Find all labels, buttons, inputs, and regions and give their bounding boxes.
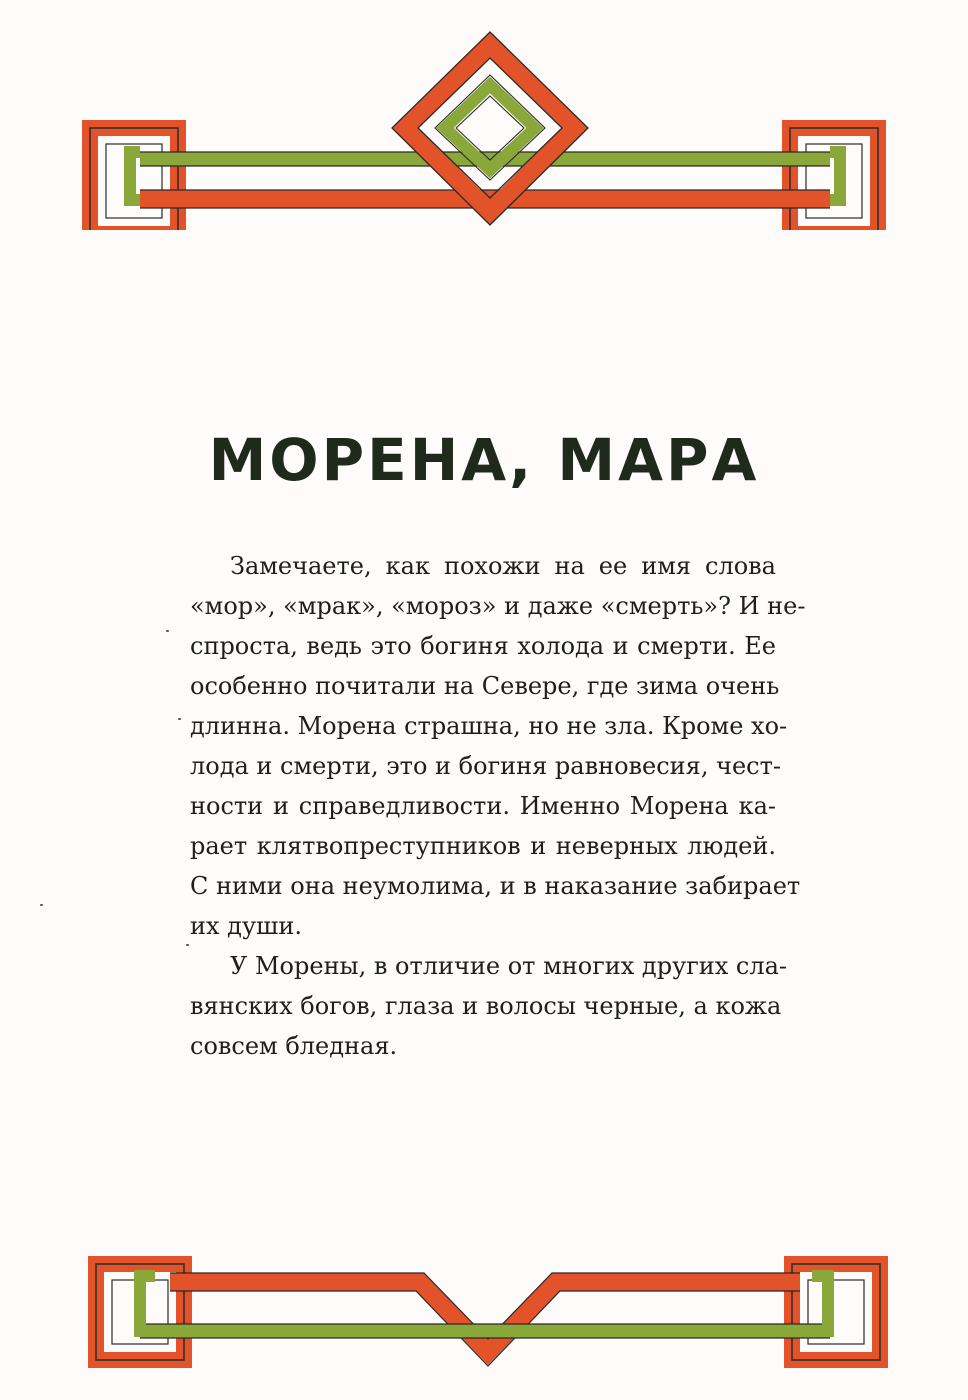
text-line: лода и смерти, это и богиня равновесия, чест- bbox=[190, 752, 781, 780]
text-line: рает клятвопреступников и неверных людей. bbox=[190, 832, 776, 860]
text-line: У Морены, в отличие от многих других сла- bbox=[230, 952, 788, 980]
text-line: вянских богов, глаза и волосы черные, а кожа bbox=[190, 992, 782, 1020]
scan-speck bbox=[186, 944, 189, 946]
paragraph-1 bbox=[190, 546, 806, 946]
body-text bbox=[190, 546, 806, 1066]
scan-speck bbox=[166, 630, 169, 632]
bottom-ornament bbox=[0, 1236, 968, 1386]
paragraph-2 bbox=[190, 946, 788, 1066]
top-ornament bbox=[0, 30, 968, 230]
scan-speck bbox=[40, 904, 43, 906]
text-line: особенно почитали на Севере, где зима очень bbox=[190, 672, 780, 700]
scan-speck bbox=[178, 718, 181, 720]
text-line: длинна. Морена страшна, но не зла. Кроме хо- bbox=[190, 712, 788, 740]
text-line: спроста, ведь это богиня холода и смерти. Ее bbox=[190, 632, 776, 660]
text-line: ности и справедливости. Именно Морена ка- bbox=[190, 792, 776, 820]
text-line: С ними она неумолима, и в наказание забирает bbox=[190, 872, 801, 900]
text-line: Замечаете, как похожи на ее имя слова bbox=[230, 552, 776, 580]
text-line: их души. bbox=[190, 912, 302, 940]
text-line: «мор», «мрак», «мороз» и даже «смерть»? И не- bbox=[190, 592, 806, 620]
top-ornament-shapes bbox=[90, 32, 878, 230]
page-title: МОРЕНА, МАРА bbox=[208, 426, 760, 494]
text-line: совсем бледная. bbox=[190, 1032, 398, 1060]
bottom-ornament-shapes bbox=[96, 1264, 880, 1366]
